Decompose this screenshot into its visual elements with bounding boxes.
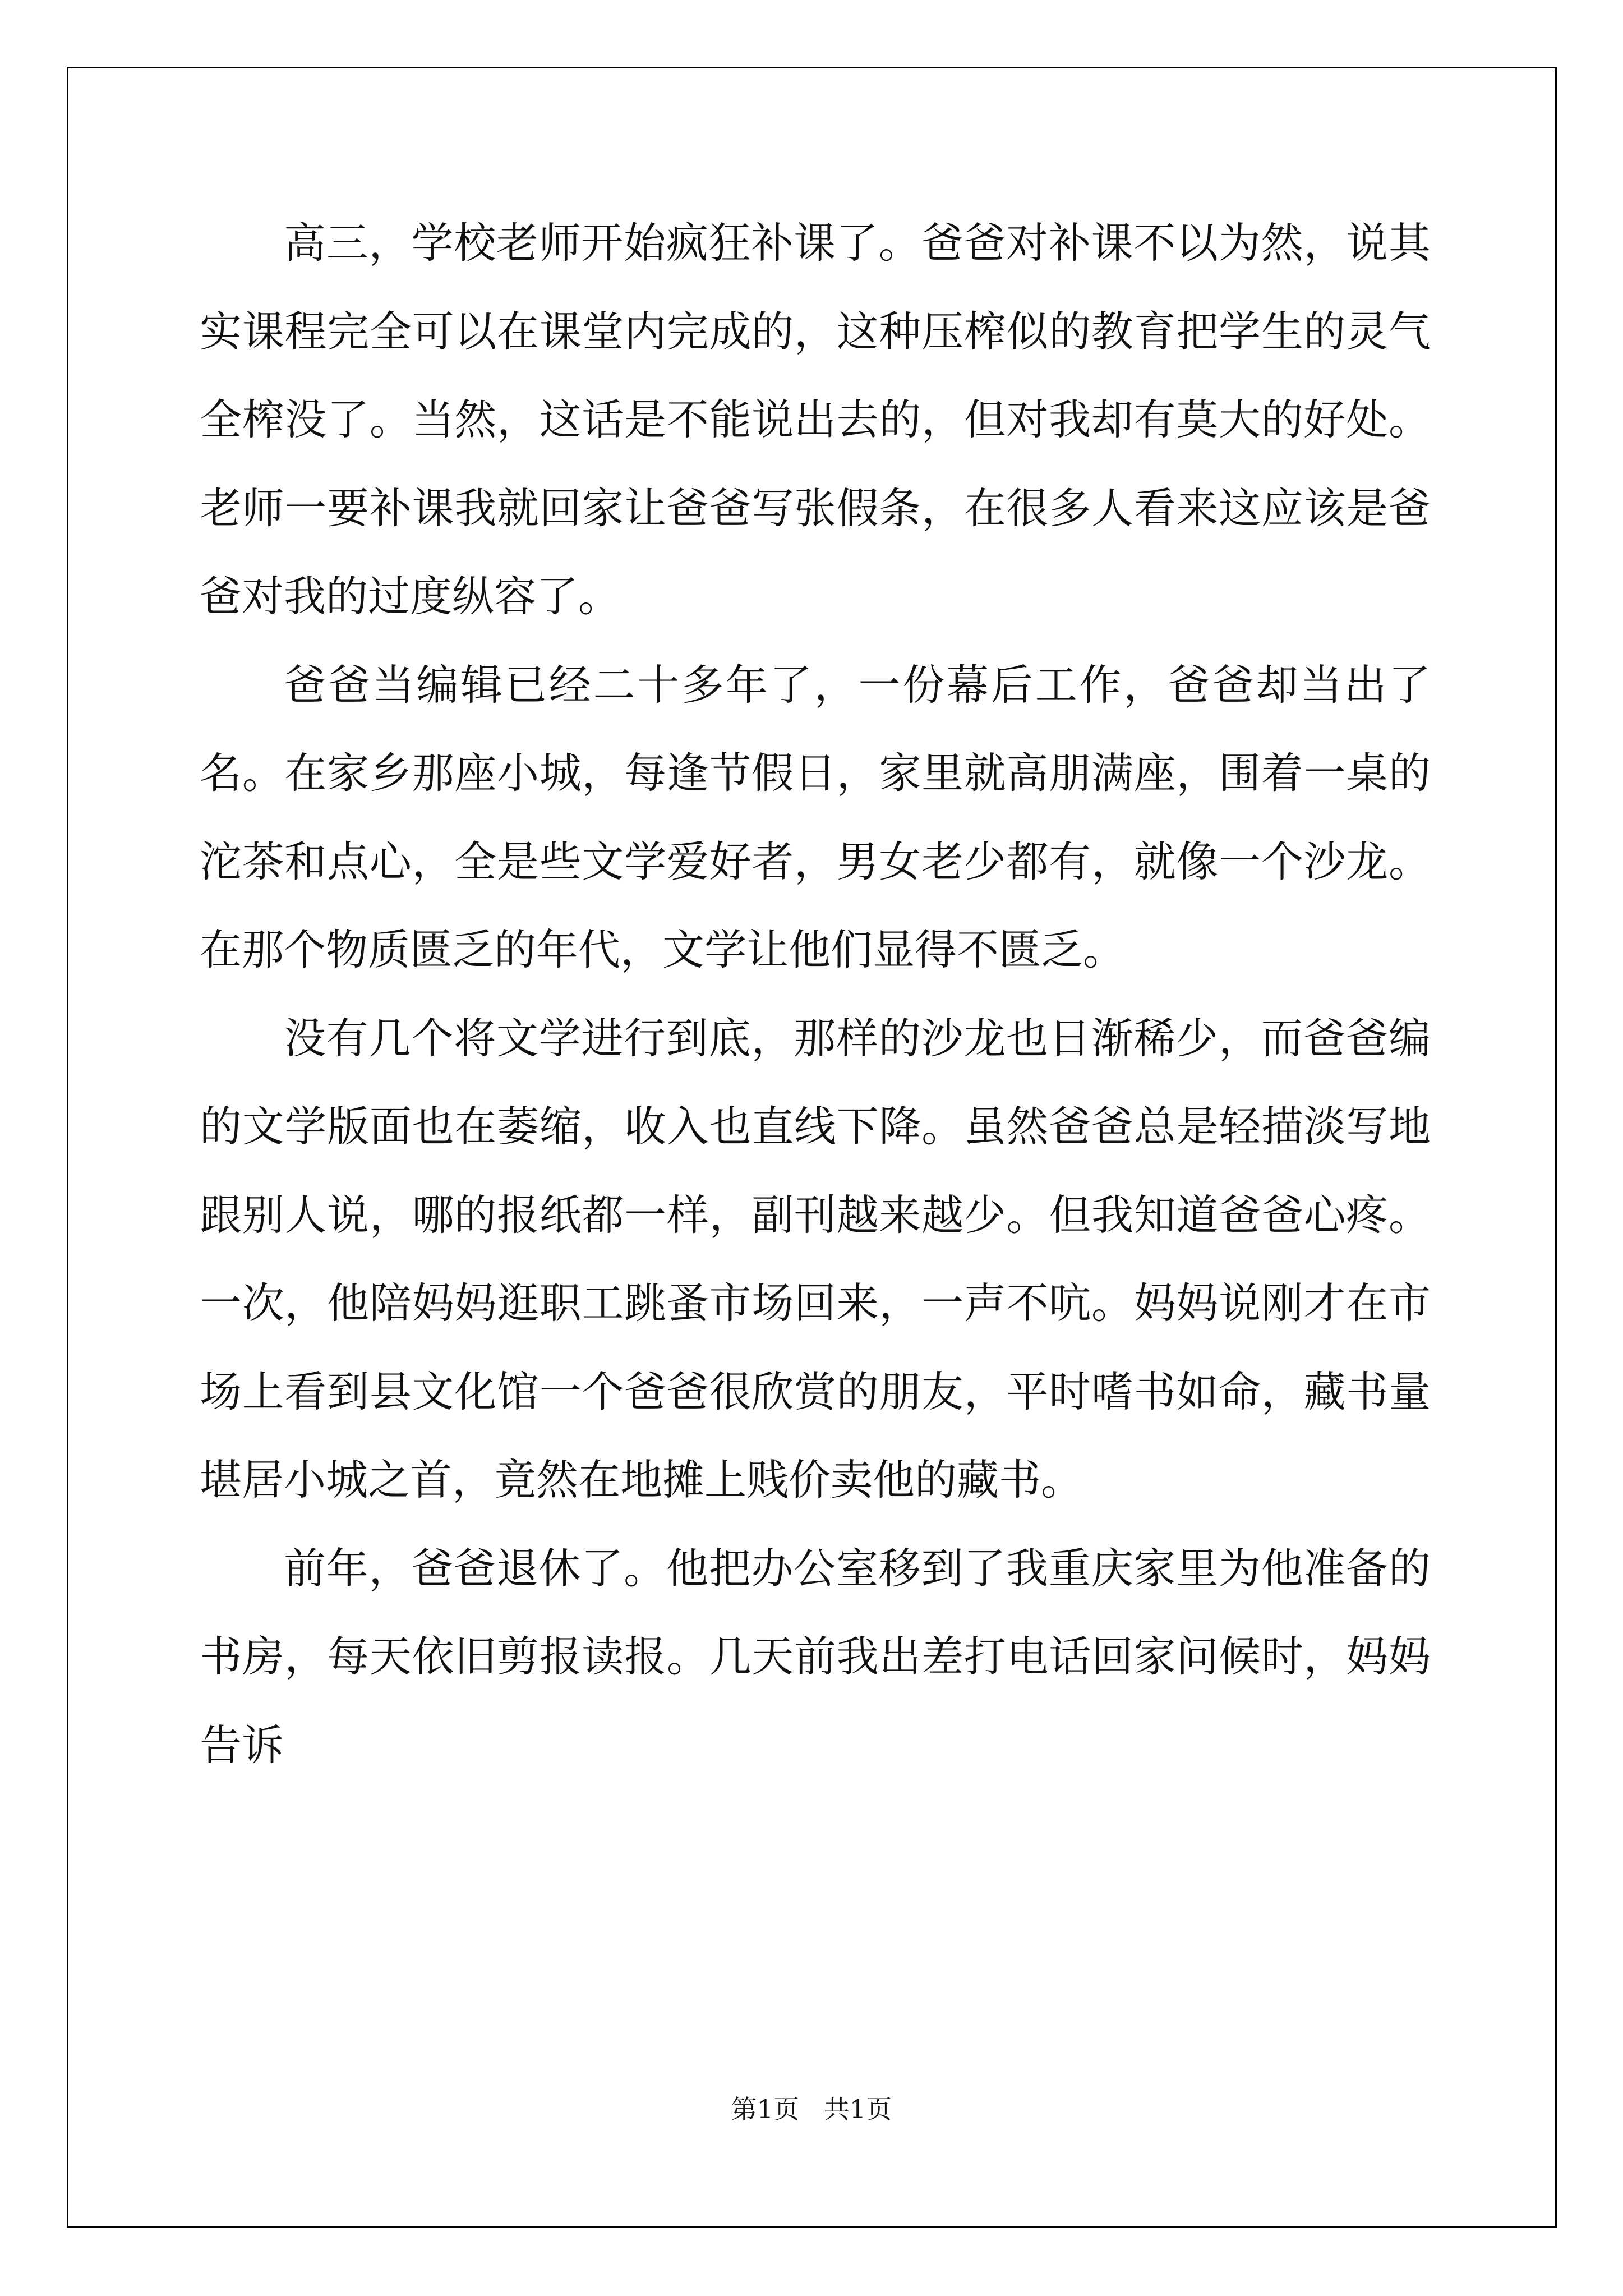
paragraph: 没有几个将文学进行到底，那样的沙龙也日渐稀少，而爸爸编的文学版面也在萎缩，收入也直线下降。虽然爸爸总是轻描淡写地跟别人说，哪的报纸都一样，副刊越来越少。但我知道爸爸心疼。一次，他陪妈妈逛职工跳蚤市场回来，一声不吭。妈妈说刚才在市场上看到县文化馆一个爸爸很欣赏的朋友，平时嗜书如命，藏书量堪居小城之首，竟然在地摊上贱价卖他的藏书。	[200, 1013, 1431, 1504]
paragraph: 爸爸当编辑已经二十多年了，一份幕后工作，爸爸却当出了名。在家乡那座小城，每逢节假日，家里就高朋满座，围着一桌的沱茶和点心，全是些文学爱好者，男女老少都有，就像一个沙龙。在那个物质匮乏的年代，文学让他们显得不匮乏。	[200, 660, 1431, 974]
paragraph: 高三，学校老师开始疯狂补课了。爸爸对补课不以为然，说其实课程完全可以在课堂内完成的，这种压榨似的教育把学生的灵气全榨没了。当然，这话是不能说出去的，但对我却有莫大的好处。老师一要补课我就回家让爸爸写张假条，在很多人看来这应该是爸爸对我的过度纵容了。	[200, 218, 1431, 621]
paragraph: 前年，爸爸退休了。他把办公室移到了我重庆家里为他准备的书房，每天依旧剪报读报。几天前我出差打电话回家问候时，妈妈告诉	[200, 1543, 1431, 1770]
document-body	[200, 199, 1431, 1789]
page-footer: 第1页 共1页	[731, 2094, 892, 2124]
